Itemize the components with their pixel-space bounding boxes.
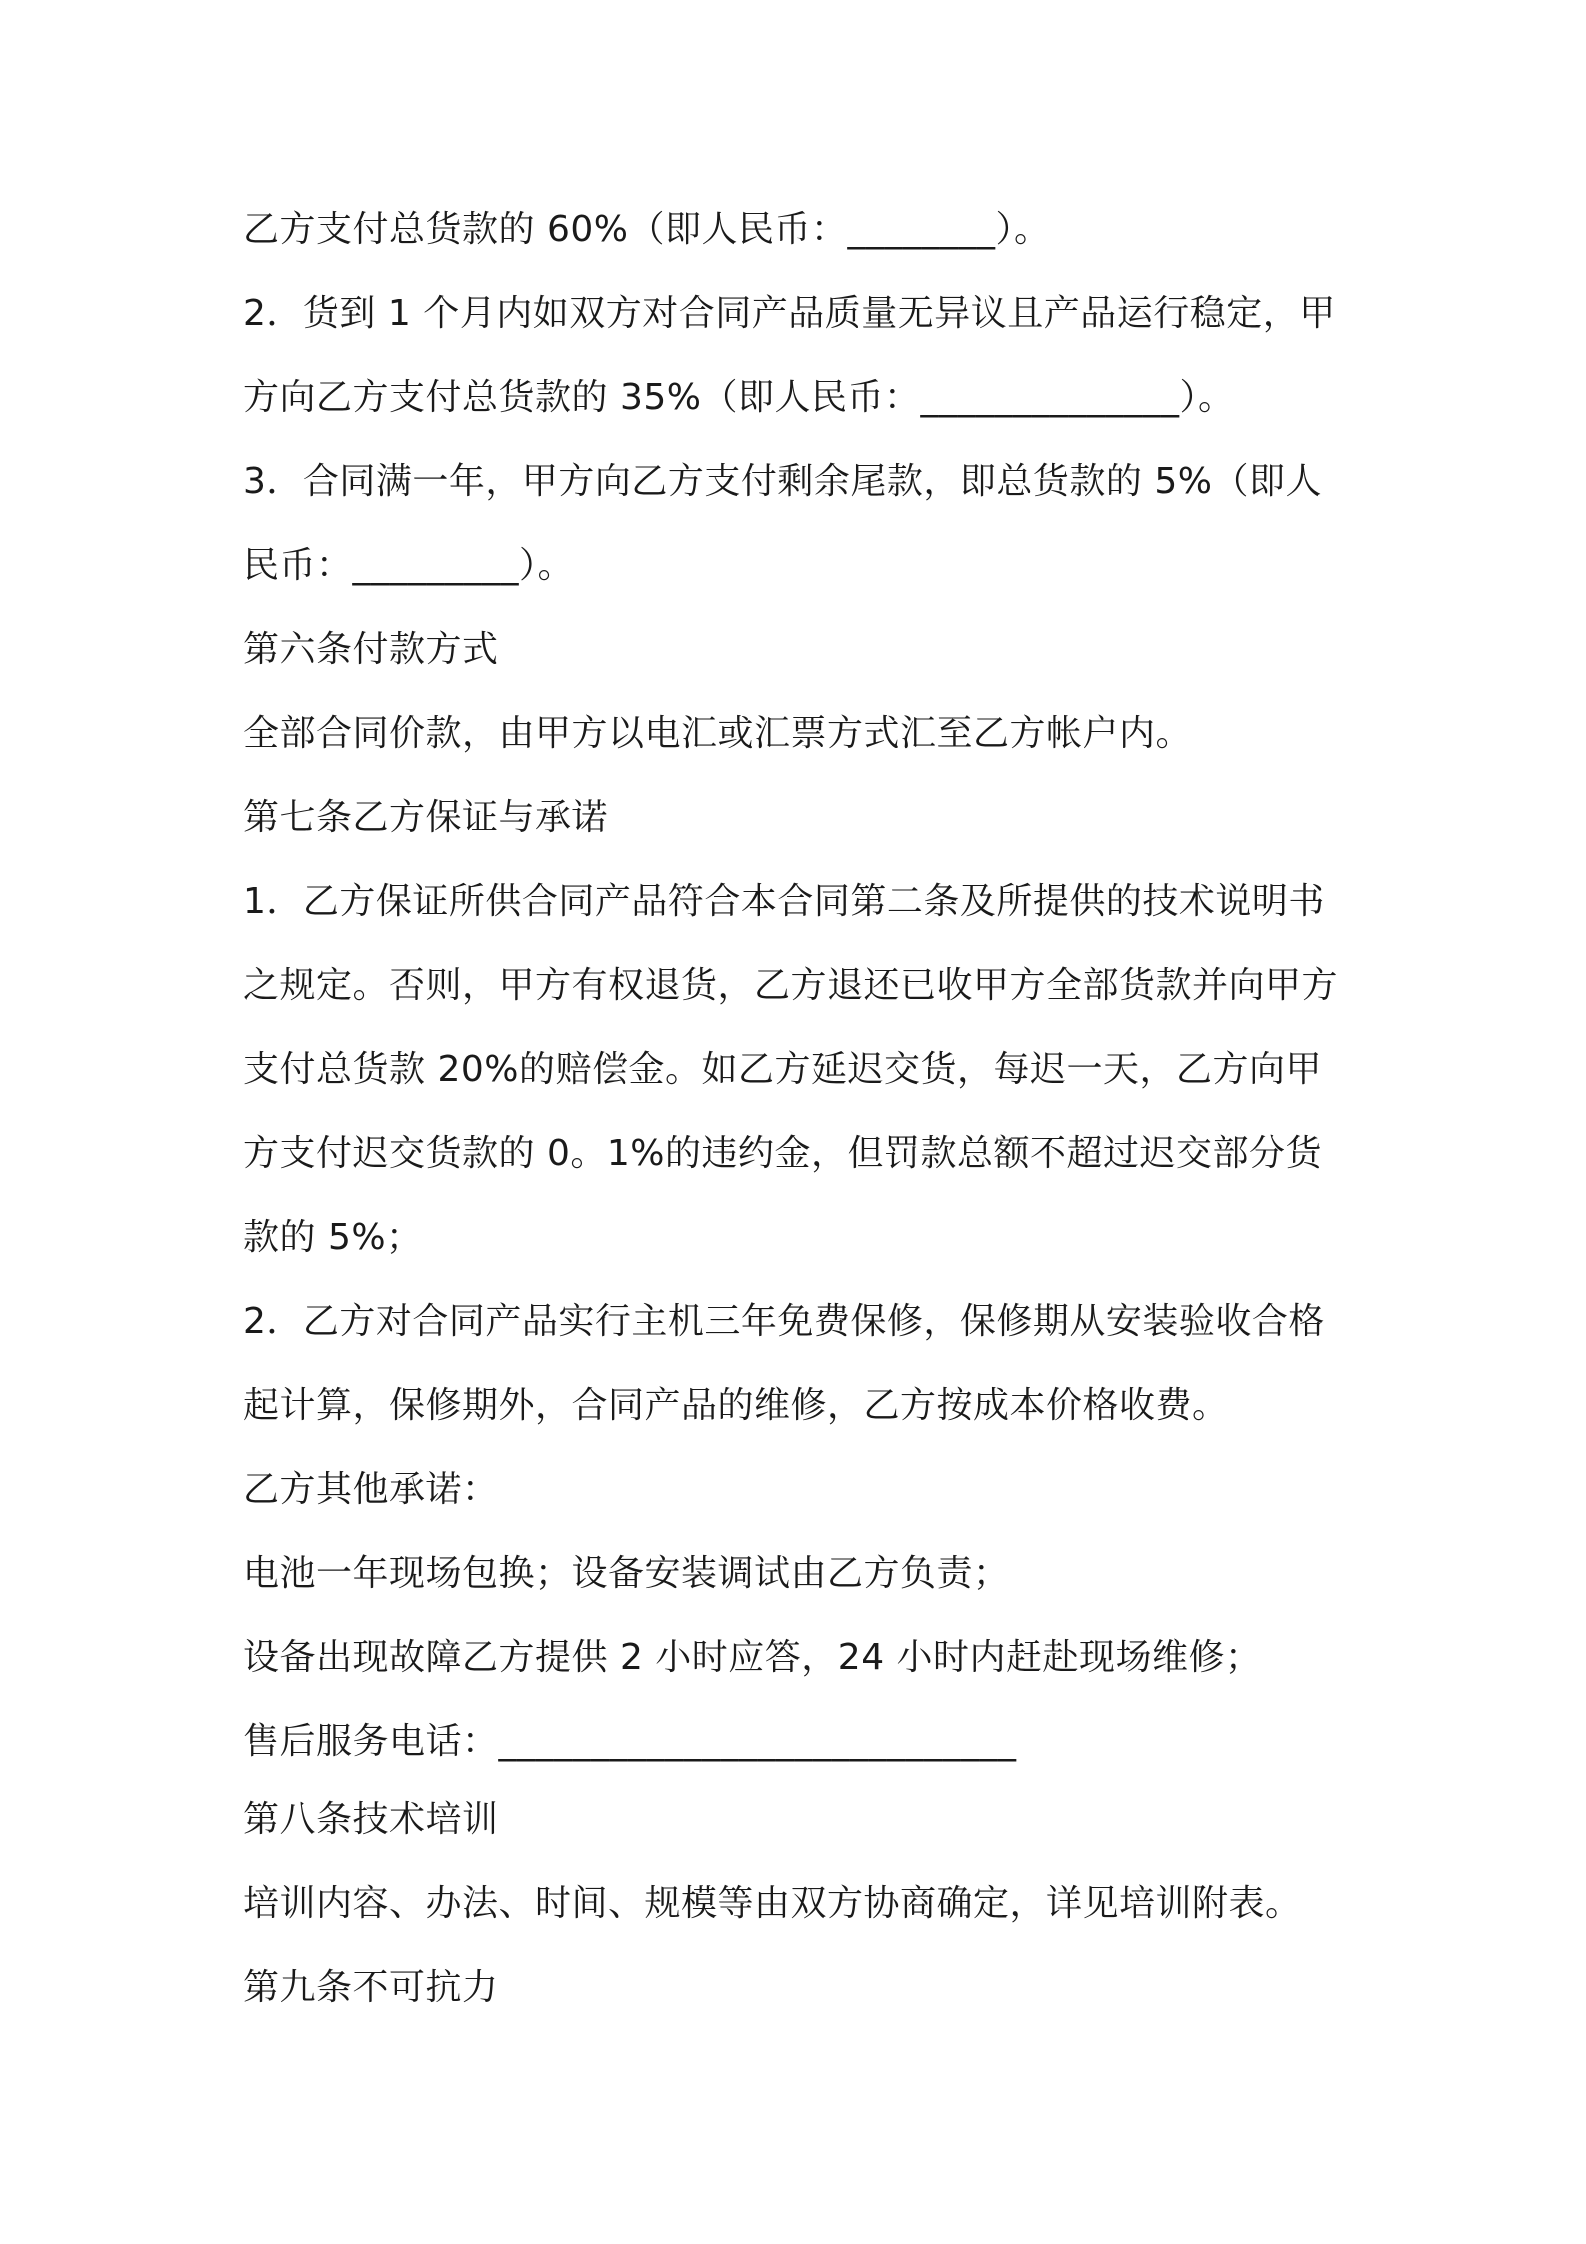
text-line-service-phone: 售后服务电话：____________________________ bbox=[243, 1721, 1017, 1762]
section-heading-article-6: 第六条付款方式 bbox=[243, 629, 499, 670]
text-line-article-8-body: 培训内容、办法、时间、规模等由双方协商确定，详见培训附表。 bbox=[243, 1883, 1302, 1924]
text-line-payment-60-percent: 乙方支付总货款的 60%（即人民币：________）。 bbox=[243, 209, 1051, 250]
text-line-item-3-start: 3．合同满一年，甲方向乙方支付剩余尾款，即总货款的 5%（即人 bbox=[243, 461, 1322, 502]
text-line-article-7-item-1a: 1．乙方保证所供合同产品符合本合同第二条及所提供的技术说明书 bbox=[243, 881, 1325, 922]
text-line-article-7-item-1d: 方支付迟交货款的 0。1%的违约金，但罚款总额不超过迟交部分货 bbox=[243, 1133, 1322, 1174]
text-line-article-6-body: 全部合同价款，由甲方以电汇或汇票方式汇至乙方帐户内。 bbox=[243, 713, 1193, 754]
section-heading-article-9: 第九条不可抗力 bbox=[243, 1967, 499, 2008]
text-line-article-7-item-1e: 款的 5%； bbox=[243, 1217, 423, 1258]
text-line-item-2-end: 方向乙方支付总货款的 35%（即人民币：______________）。 bbox=[243, 377, 1235, 418]
section-heading-article-8: 第八条技术培训 bbox=[243, 1799, 499, 1840]
text-line-article-7-item-2a: 2．乙方对合同产品实行主机三年免费保修，保修期从安装验收合格 bbox=[243, 1301, 1325, 1342]
text-line-other-promises: 乙方其他承诺： bbox=[243, 1469, 499, 1510]
text-line-item-3-end: 民币：_________）。 bbox=[243, 545, 575, 586]
text-line-battery-promise: 电池一年现场包换；设备安装调试由乙方负责； bbox=[243, 1553, 1010, 1594]
text-line-response-promise: 设备出现故障乙方提供 2 小时应答，24 小时内赶赴现场维修； bbox=[243, 1637, 1262, 1678]
text-line-article-7-item-1b: 之规定。否则，甲方有权退货，乙方退还已收甲方全部货款并向甲方 bbox=[243, 965, 1339, 1006]
text-line-article-7-item-1c: 支付总货款 20%的赔偿金。如乙方延迟交货，每迟一天，乙方向甲 bbox=[243, 1049, 1322, 1090]
section-heading-article-7: 第七条乙方保证与承诺 bbox=[243, 797, 609, 838]
text-line-article-7-item-2b: 起计算，保修期外，合同产品的维修，乙方按成本价格收费。 bbox=[243, 1385, 1229, 1426]
text-line-item-2-start: 2．货到 1 个月内如双方对合同产品质量无异议且产品运行稳定，甲 bbox=[243, 293, 1336, 334]
